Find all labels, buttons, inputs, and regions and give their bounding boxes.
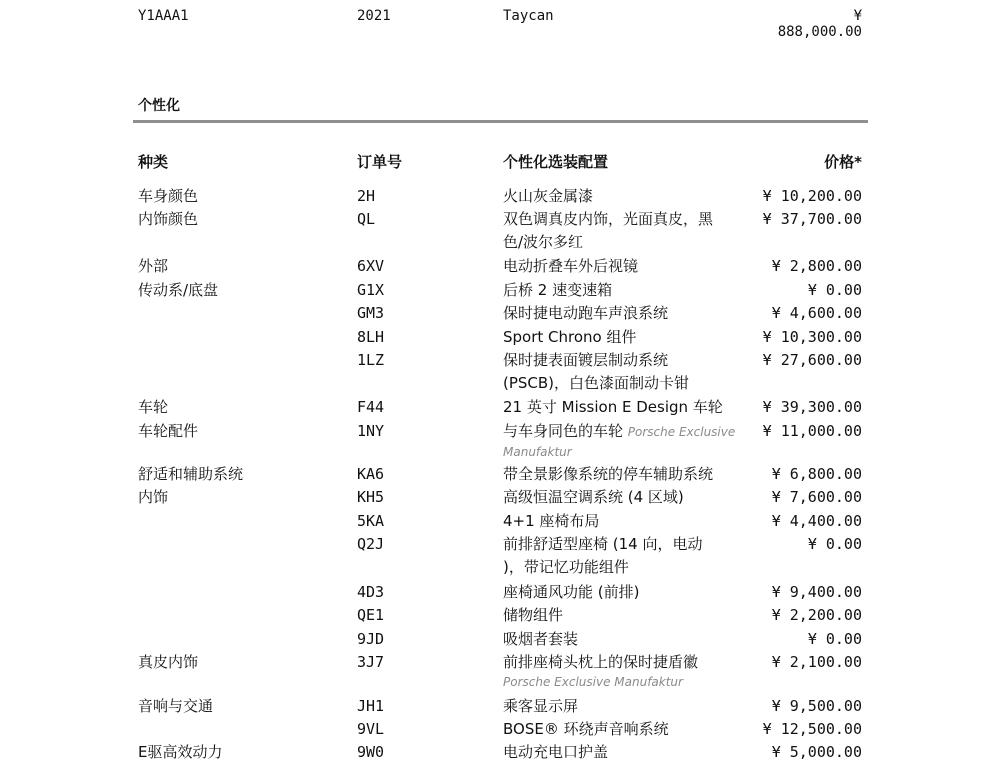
row-option-subnote: Manufaktur [503,445,572,459]
summary-year: 2021 [357,8,391,24]
row-option-line [503,185,753,208]
row-category: 车轮 [138,398,169,416]
summary-code: Y1AAA1 [138,8,189,24]
row-option-text: 色/波尔多红 [503,233,584,251]
row-option-text: 高级恒温空调系统 (4 区域) [503,488,684,506]
row-option-line [503,651,753,674]
row-option-text: BOSE® 环绕声音响系统 [503,720,669,738]
row-option-text: )，带记忆功能组件 [503,558,629,576]
row-option-text: Sport Chrono 组件 [503,328,637,346]
row-option [503,208,753,254]
row-price: ¥ 27,600.00 [762,351,862,369]
row-option-line [503,695,753,718]
row-order-code: KA6 [357,465,385,483]
row-option-text: 电动充电口护盖 [503,743,609,761]
row-option-text: 保时捷表面镀层制动系统 [503,351,669,369]
row-order-code: 9VL [357,720,385,738]
row-option-text: 前排座椅头枕上的保时捷盾徽 [503,653,699,671]
row-category: 真皮内饰 [138,653,199,671]
row-option-text: 双色调真皮内饰，光面真皮，黑 [503,210,714,228]
row-price: ¥ 7,600.00 [771,488,862,506]
row-option [503,604,753,627]
row-option-line [503,604,753,627]
summary-currency: ¥ [853,8,862,24]
row-order-code: KH5 [357,488,385,506]
row-option-line [503,372,753,395]
row-option-brand-note: Porsche Exclusive [627,425,736,439]
row-option-line [503,396,753,419]
row-price: ¥ 0.00 [807,535,862,553]
row-option-line [503,420,753,444]
row-category: 传动系/底盘 [138,281,219,299]
row-price: ¥ 2,800.00 [771,257,862,275]
row-option-line [503,231,753,254]
row-option [503,651,753,691]
row-option [503,302,753,325]
row-option-text: 前排舒适型座椅 (14 向，电动 [503,535,703,553]
row-option-text: 乘客显示屏 [503,697,579,715]
summary-price: 888,000.00 [777,24,862,40]
row-option-line [503,741,753,764]
row-option-line [503,510,753,533]
row-order-code: GM3 [357,304,385,322]
row-option-text: 4+1 座椅布局 [503,512,600,530]
row-option-subnote: Porsche Exclusive Manufaktur [503,675,683,689]
row-category: 内饰 [138,488,169,506]
row-option [503,718,753,741]
row-price: ¥ 4,600.00 [771,304,862,322]
row-order-code: 9W0 [357,743,385,761]
row-category: 舒适和辅助系统 [138,465,244,483]
row-category: 车轮配件 [138,422,199,440]
row-order-code: 5KA [357,512,385,530]
row-price: ¥ 12,500.00 [762,720,862,738]
row-option [503,695,753,718]
row-option [503,510,753,533]
row-option-text: 保时捷电动跑车声浪系统 [503,304,669,322]
section-divider [133,120,868,123]
row-order-code: 1NY [357,422,385,440]
row-category: 外部 [138,257,169,275]
row-option-text: 储物组件 [503,606,564,624]
row-order-code: 1LZ [357,351,385,369]
row-option-text: 与车身同色的车轮 [503,422,624,440]
row-option [503,741,753,764]
row-option-text: 电动折叠车外后视镜 [503,257,639,275]
row-option [503,533,753,579]
row-price: ¥ 2,200.00 [771,606,862,624]
row-option [503,486,753,509]
header-price: 价格* [824,153,862,171]
row-option-text: 火山灰金属漆 [503,187,594,205]
header-option: 个性化选装配置 [503,153,609,171]
row-option-line [503,486,753,509]
row-order-code: 8LH [357,328,385,346]
row-order-code: 2H [357,187,376,205]
row-option [503,581,753,604]
row-price: ¥ 10,300.00 [762,328,862,346]
row-order-code: 9JD [357,630,385,648]
row-option [503,349,753,395]
row-price: ¥ 10,200.00 [762,187,862,205]
row-category: 音响与交通 [138,697,214,715]
row-price: ¥ 9,400.00 [771,583,862,601]
row-option [503,628,753,651]
row-price: ¥ 0.00 [807,281,862,299]
row-category: E驱高效动力 [138,743,223,761]
row-option-text: 吸烟者套装 [503,630,579,648]
row-option [503,255,753,278]
row-option-text: 座椅通风功能 (前排) [503,583,640,601]
row-order-code: 6XV [357,257,385,275]
row-price: ¥ 5,000.00 [771,743,862,761]
row-option-line [503,463,753,486]
row-price: ¥ 9,500.00 [771,697,862,715]
row-option [503,420,753,461]
row-option-text: 21 英寸 Mission E Design 车轮 [503,398,723,416]
row-option-text: 带全景影像系统的停车辅助系统 [503,465,714,483]
row-option-line [503,279,753,302]
row-option-text: (PSCB)，白色漆面制动卡钳 [503,374,690,392]
row-option-text: 后桥 2 速变速箱 [503,281,613,299]
row-order-code: JH1 [357,697,385,715]
section-title: 个性化 [138,98,180,114]
row-option [503,396,753,419]
row-price: ¥ 0.00 [807,630,862,648]
row-option-line [503,718,753,741]
row-option [503,279,753,302]
row-category: 内饰颜色 [138,210,199,228]
row-category: 车身颜色 [138,187,199,205]
row-option-line [503,208,753,231]
row-order-code: G1X [357,281,385,299]
row-price: ¥ 11,000.00 [762,422,862,440]
row-option-line [503,533,753,556]
header-order-number: 订单号 [357,153,403,171]
summary-model: Taycan [503,8,554,24]
row-order-code: F44 [357,398,385,416]
row-order-code: QE1 [357,606,385,624]
row-order-code: 4D3 [357,583,385,601]
row-price: ¥ 39,300.00 [762,398,862,416]
row-option-line [503,255,753,278]
row-price: ¥ 2,100.00 [771,653,862,671]
row-price: ¥ 4,400.00 [771,512,862,530]
row-option [503,463,753,486]
row-option-line [503,628,753,651]
row-option [503,185,753,208]
row-option-line [503,302,753,325]
row-price: ¥ 6,800.00 [771,465,862,483]
header-category: 种类 [138,153,169,171]
row-order-code: Q2J [357,535,385,553]
row-option-line [503,581,753,604]
row-option-line [503,556,753,579]
row-order-code: QL [357,210,376,228]
row-order-code: 3J7 [357,653,385,671]
row-price: ¥ 37,700.00 [762,210,862,228]
row-option-line [503,349,753,372]
row-option-line [503,326,753,349]
row-option [503,326,753,349]
